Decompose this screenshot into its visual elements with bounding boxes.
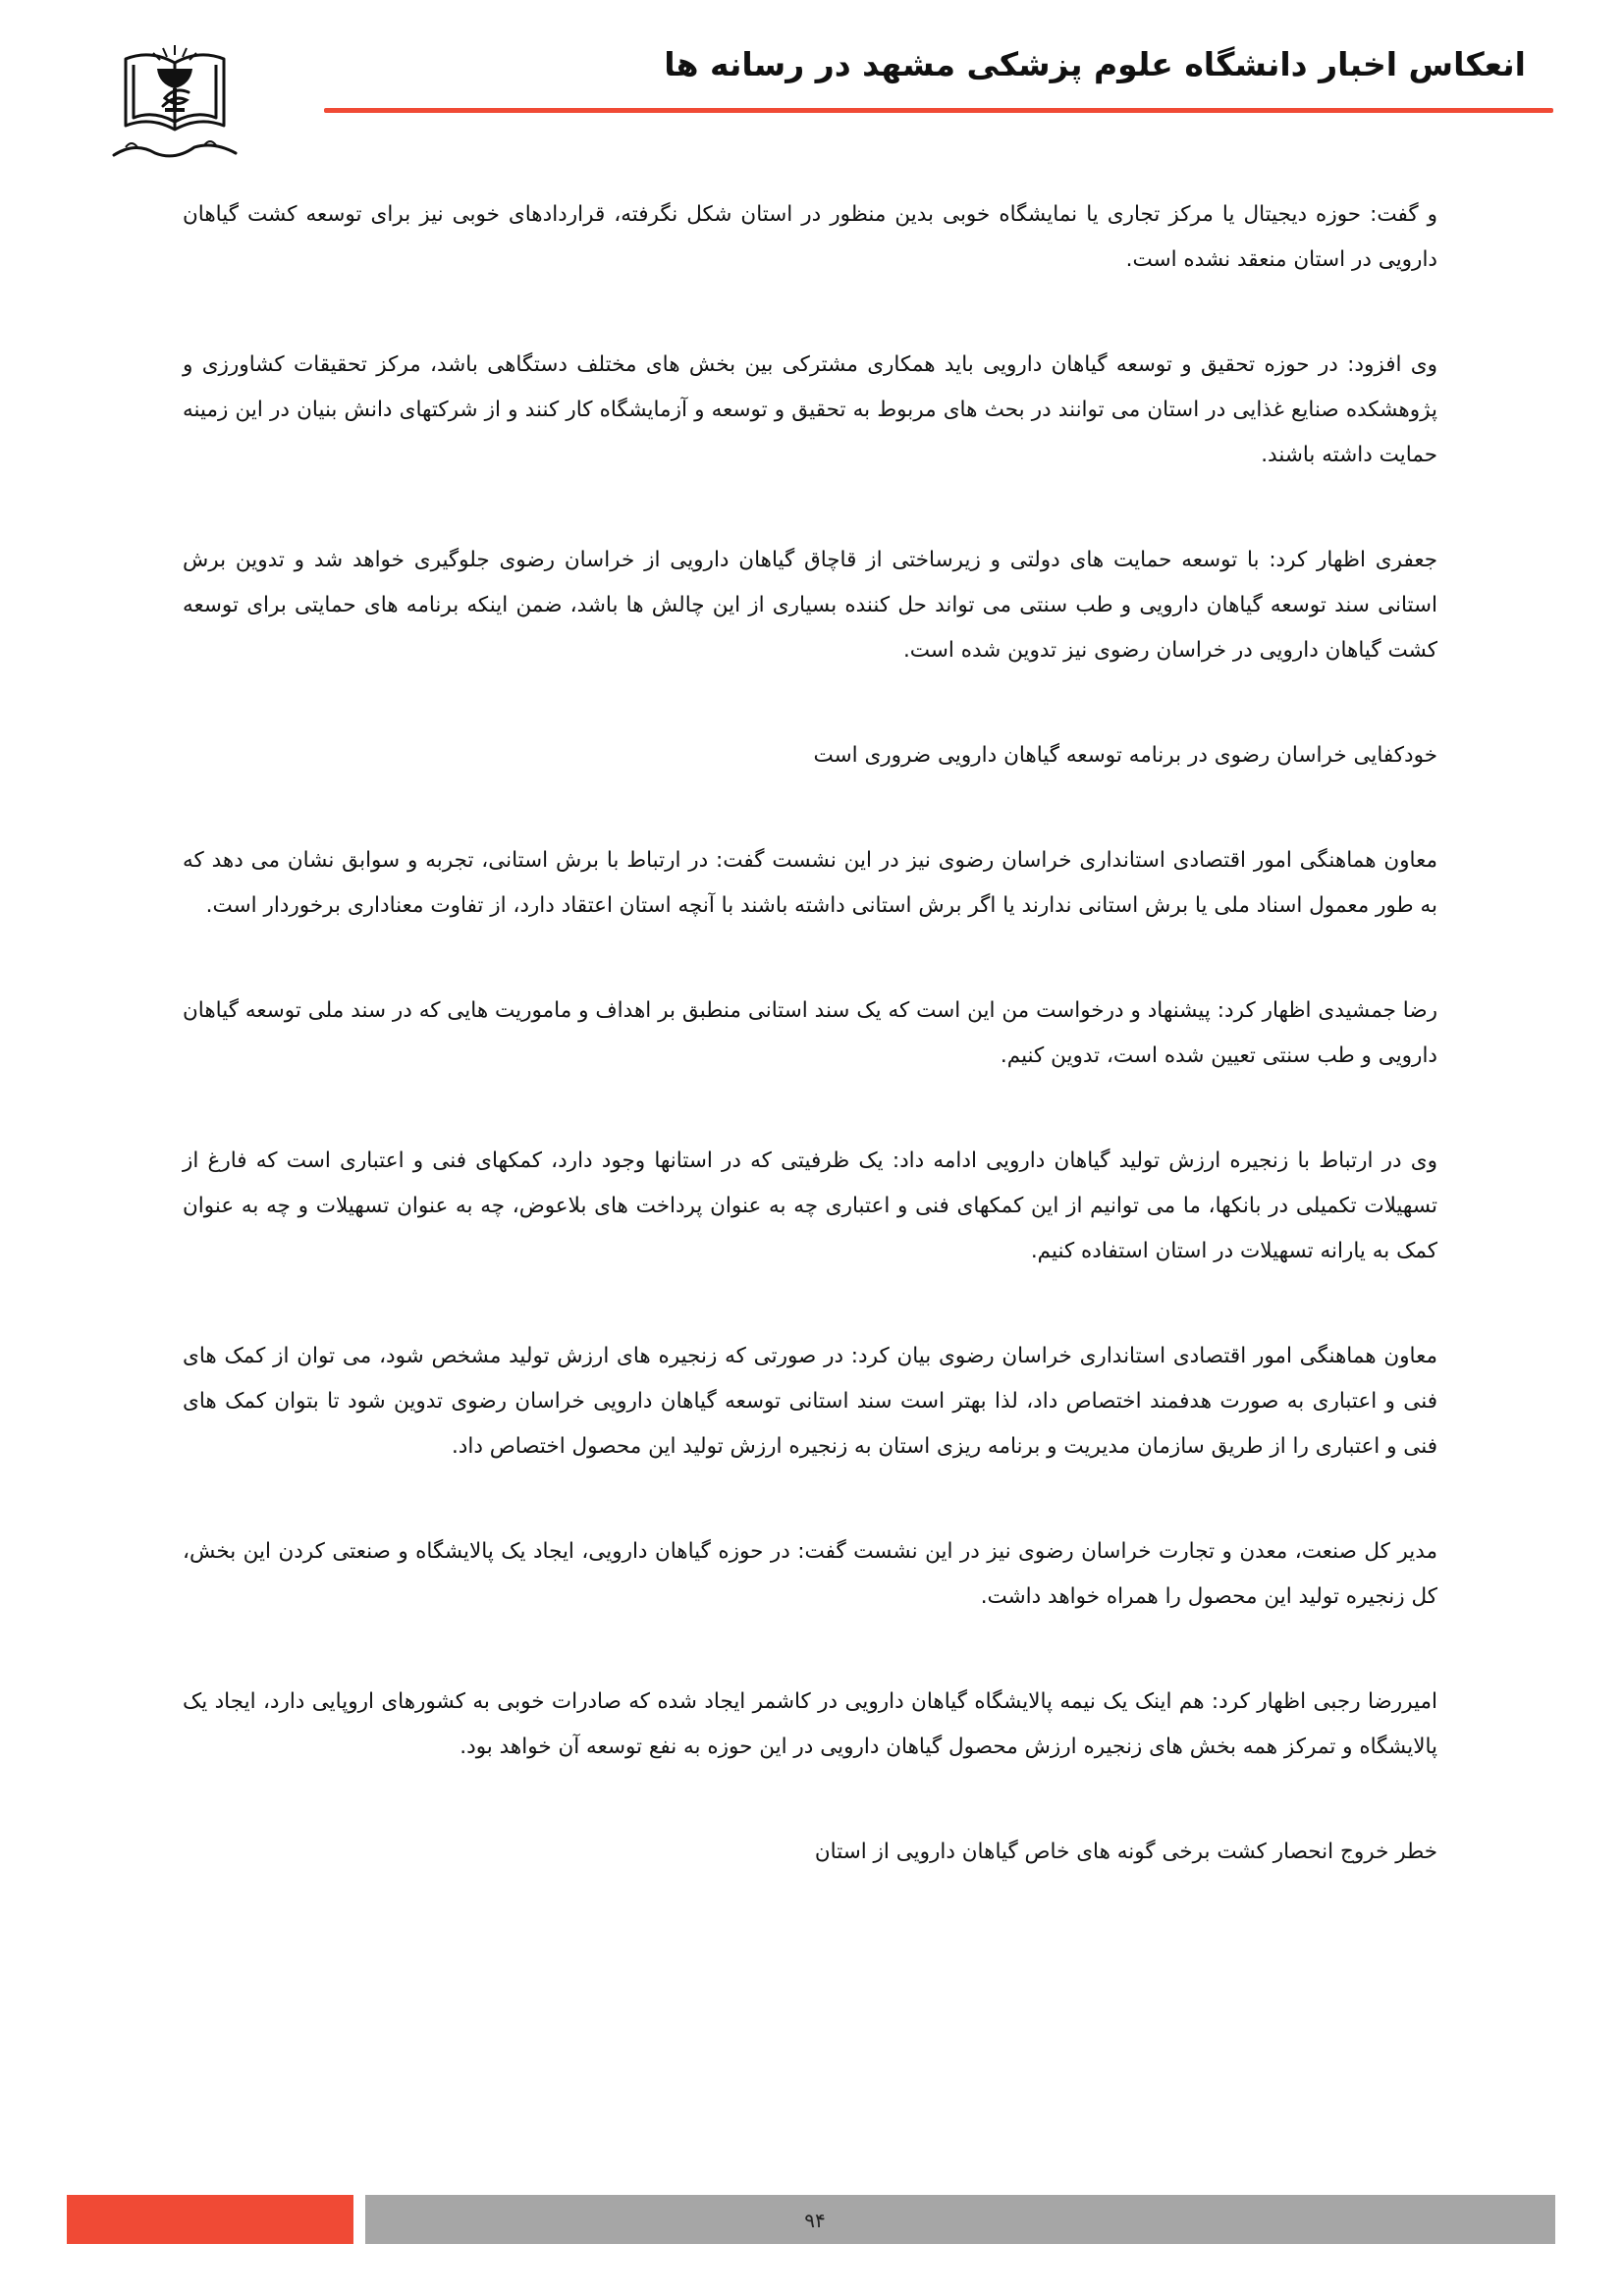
article-body: [183, 192, 1437, 1935]
footer-accent-bar: [67, 2195, 353, 2244]
header-divider: [324, 108, 1553, 113]
paragraph: مدیر کل صنعت، معدن و تجارت خراسان رضوی نیز در این نشست گفت: در حوزه گیاهان دارویی، ایجاد یک پالایشگاه و صنعتی کردن این بخش، کل زنجیره تولید این محصول را همراه خواهد داشت.: [183, 1539, 1437, 1609]
paragraph: امیررضا رجبی اظهار کرد: هم اینک یک نیمه پالایشگاه گیاهان دارویی در کاشمر ایجاد شده که صادرات خوبی به کشورهای اروپایی دارد، ایجاد یک پالایشگاه و تمرکز همه بخش های زنجیره ارزش محصول گیاهان دارویی در این حوزه به نفع توسعه آن خواهد بود.: [183, 1689, 1437, 1759]
paragraph: وی افزود: در حوزه تحقیق و توسعه گیاهان دارویی باید همکاری مشترکی بین بخش های مختلف دستگاهی باشد، مرکز تحقیقات کشاورزی و پژوهشکده صنایع غذایی در استان می توانند در بحث های مربوط به تحقیق و توسعه و آزمایشگاه کار کنند و از شرکتهای دانش بنیان در این زمینه حمایت داشته باشند.: [183, 352, 1437, 467]
section-heading: خودکفایی خراسان رضوی در برنامه توسعه گیاهان دارویی ضروری است: [813, 743, 1437, 768]
paragraph: معاون هماهنگی امور اقتصادی استانداری خراسان رضوی بیان کرد: در صورتی که زنجیره های ارزش تولید مشخص شود، می توان از کمک های فنی و اعتباری به صورت هدفمند اختصاص داد، لذا بهتر است سند استانی توسعه گیاهان دارویی خراسان رضوی تدوین شود تا بتوان کمک های فنی و اعتباری را از طریق سازمان مدیریت و برنامه ریزی استان به زنجیره ارزش تولید این محصول اختصاص داد.: [183, 1344, 1437, 1459]
paragraph: رضا جمشیدی اظهار کرد: پیشنهاد و درخواست من این است که یک سند استانی منطبق بر اهداف و ماموریت هایی که در سند ملی توسعه گیاهان دارویی و طب سنتی تعیین شده است، تدوین کنیم.: [183, 998, 1437, 1068]
page-number: ۹۴: [804, 2209, 826, 2232]
paragraph: جعفری اظهار کرد: با توسعه حمایت های دولتی و زیرساختی از قاچاق گیاهان دارویی از خراسان رضوی جلوگیری خواهد شد و تدوین برش استانی سند توسعه گیاهان دارویی و طب سنتی می تواند حل کننده بسیاری از این چالش ها باشد، ضمن اینکه برنامه های حمایتی برای توسعه کشت گیاهان دارویی در خراسان رضوی نیز تدوین شده است.: [183, 548, 1437, 663]
footer-bar: [365, 2195, 1555, 2244]
university-logo: [106, 39, 244, 167]
paragraph: معاون هماهنگی امور اقتصادی استانداری خراسان رضوی نیز در این نشست گفت: در ارتباط با برش استانی، تجربه و سوابق نشان می دهد که به طور معمول اسناد ملی یا برش استانی ندارند یا اگر برش استانی داشته باشند با آنچه استان اعتقاد دارد، از تفاوت معناداری برخوردار است.: [183, 848, 1437, 918]
paragraph: و گفت: حوزه دیجیتال یا مرکز تجاری یا نمایشگاه خوبی بدین منظور در استان شکل نگرفته، قراردادهای خوبی نیز برای توسعه کشت گیاهان دارویی در استان منعقد نشده است.: [183, 202, 1437, 272]
page-header-title: انعکاس اخبار دانشگاه علوم پزشکی مشهد در رسانه ها: [664, 45, 1526, 83]
section-heading: خطر خروج انحصار کشت برخی گونه های خاص گیاهان دارویی از استان: [814, 1840, 1437, 1864]
paragraph: وی در ارتباط با زنجیره ارزش تولید گیاهان دارویی ادامه داد: یک ظرفیتی که در استانها وجود دارد، کمکهای فنی و اعتباری است که فارغ از تسهیلات تکمیلی در بانکها، ما می توانیم از این کمکهای فنی و اعتباری چه به عنوان پرداخت های بلاعوض، چه به عنوان تسهیلات و چه به عنوان کمک به یارانه تسهیلات در استان استفاده کنیم.: [183, 1148, 1437, 1263]
